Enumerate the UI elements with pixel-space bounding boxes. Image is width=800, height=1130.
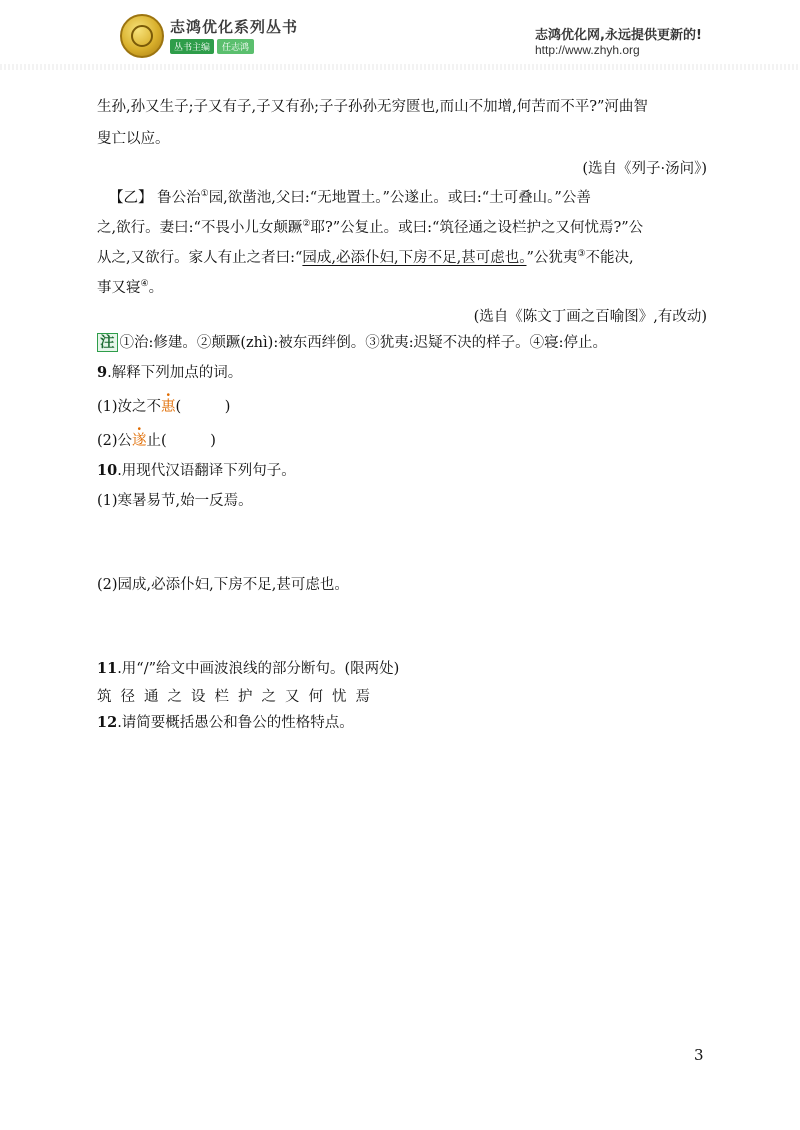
notes-line: [97, 331, 607, 352]
question-10-2: (2)园成,必添仆妇,下房不足,甚可虑也。: [97, 577, 349, 593]
passage-b-text: 之,欲行。妻曰:“不畏小儿女颠蹶: [97, 220, 303, 236]
passage-b-line-4: [97, 276, 163, 297]
question-text: (1)汝之不: [97, 399, 162, 415]
wavy-underlined-sentence: 园成,必添仆妇,下房不足,甚可虑也。: [302, 250, 527, 266]
note-tag: 注: [97, 333, 118, 352]
page-number: 3: [694, 1046, 704, 1064]
page-header: [0, 0, 800, 70]
question-text: .用现代汉语翻译下列句子。: [117, 463, 296, 479]
answer-blank[interactable]: 止( ): [146, 433, 216, 449]
passage-b-line-2: [97, 216, 643, 237]
editor-row: [170, 39, 254, 54]
passage-a-source: (选自《列子·汤问》): [582, 161, 707, 177]
passage-b-text: 鲁公治: [157, 190, 201, 206]
question-9-2: [97, 429, 216, 450]
question-number: 11: [97, 660, 118, 677]
passage-b-text: 事又寝: [97, 280, 141, 296]
passage-a-line-2: 叟亡以应。: [97, 131, 170, 147]
series-logo-icon: [120, 14, 164, 58]
passage-b-source: (选自《陈文丁画之百喻图》,有改动): [473, 309, 707, 325]
question-9-1: [97, 395, 230, 416]
passage-b-text: 耶?”公复止。或曰:“筑径通之设栏护之又何忧焉?”公: [310, 220, 644, 236]
notes-text: ①治:修建。②颠蹶(zhì):被东西绊倒。③犹夷:迟疑不决的样子。④寝:停止。: [119, 335, 607, 351]
passage-b-text: ”公犹夷: [526, 250, 578, 266]
passage-b-line-1: [109, 186, 591, 207]
footnote-ref: ①: [200, 189, 209, 199]
question-10: [97, 459, 296, 480]
question-number: 9: [97, 364, 108, 381]
question-10-1: (1)寒暑易节,始一反焉。: [97, 493, 253, 509]
dotted-word: 惠: [161, 399, 176, 415]
series-title: 志鸿优化系列丛书: [170, 18, 299, 36]
question-number: 12: [97, 714, 118, 731]
question-12: [97, 711, 354, 732]
passage-b-text: 园,欲凿池,父曰:“无地置土。”公遂止。或曰:“土可叠山。”公善: [208, 190, 591, 206]
question-9: [97, 361, 242, 382]
passage-b-text: 不能决,: [585, 250, 634, 266]
question-text: .解释下列加点的词。: [107, 365, 243, 381]
header-divider: [0, 64, 800, 70]
question-text: .请简要概括愚公和鲁公的性格特点。: [117, 715, 354, 731]
site-slogan: 志鸿优化网,永远提供更新的!: [535, 28, 702, 43]
passage-b-text: 从之,又欲行。家人有止之者曰:“: [97, 250, 303, 266]
question-11: [97, 657, 399, 678]
footnote-ref: ②: [302, 219, 311, 229]
editor-label: 丛书主编: [170, 39, 214, 54]
passage-b-line-3: [97, 246, 634, 267]
passage-b-text: 。: [148, 280, 164, 296]
question-11-sentence[interactable]: 筑径通之设栏护之又何忧焉: [97, 689, 379, 705]
question-text: (2)公: [97, 433, 133, 449]
question-text: .用“/”给文中画波浪线的部分断句。(限两处): [117, 661, 400, 677]
dotted-word: 遂: [132, 433, 147, 449]
answer-blank[interactable]: ( ): [175, 399, 231, 415]
footnote-ref: ④: [140, 279, 149, 289]
footnote-ref: ③: [577, 249, 586, 259]
passage-b-marker: 【乙】: [109, 190, 153, 206]
site-url[interactable]: http://www.zhyh.org: [535, 43, 640, 57]
editor-name: 任志鸿: [217, 39, 254, 54]
question-number: 10: [97, 462, 118, 479]
passage-a-line-1: 生孙,孙又生子;子又有子,子又有孙;子子孙孙无穷匮也,而山不加增,何苦而不平?”河曲智: [97, 99, 648, 115]
